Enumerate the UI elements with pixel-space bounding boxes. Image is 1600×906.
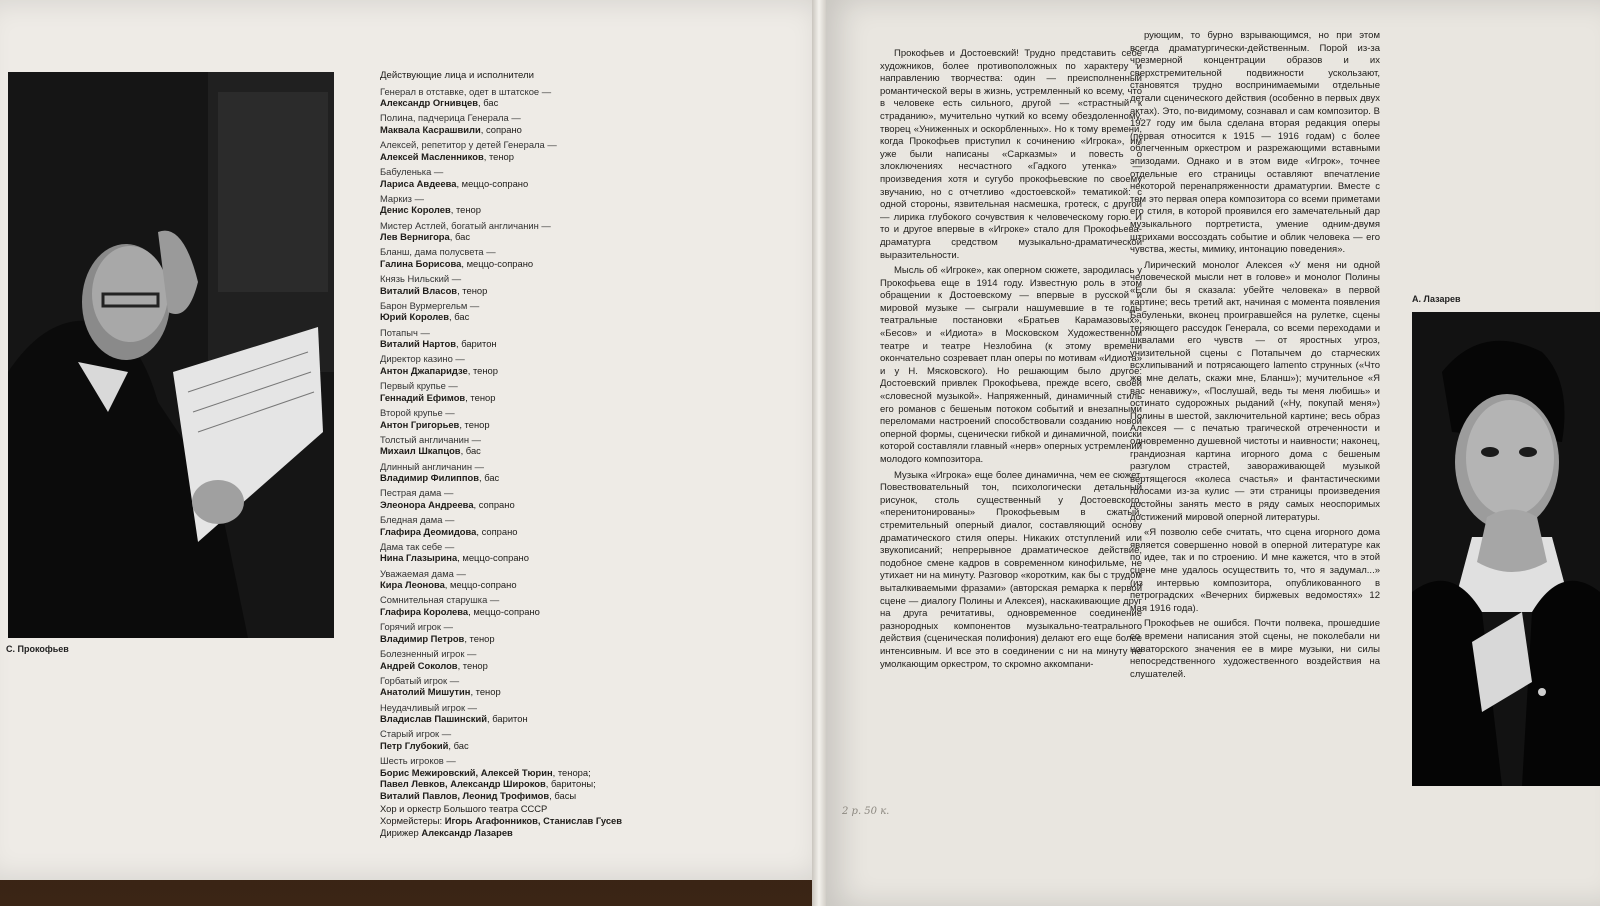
cast-entry xyxy=(380,702,710,725)
essay-paragraph: Прокофьев и Достоевский! Трудно представить себе художников, более противоположных по характеру и направлению творчества: один — преисполненный романтической веры в жизнь, устремленный ко всему, что в человеке есть сильного, другой — «страстный к страданию», мучительно чуткий ко всему обездоленному, творец «Униженных и оскорбленных». Но к тому времени, когда Прокофьев приступил к сочинению «Игрока», им уже были написаны «Сарказмы» и повесть о злоключениях несчастного «Гадкого утенка» — произведения хотя и сугубо прокофьевские по своему звучанию, но с отчетливо «достоевской» тематикой: с одной стороны, язвительная насмешка, гротеск, с другой — лирика глубокого сочувствия к человеческому горю. И то и другое впервые в «Игроке» стало для Прокофьева-драматурга средством музыкально-драматической выразительности. xyxy=(880,48,1142,261)
cast-entry xyxy=(380,728,710,751)
cast-actor: Кира Леонова xyxy=(380,579,445,591)
cast-entry xyxy=(380,380,710,403)
cast-voice: , меццо-сопрано xyxy=(461,257,534,269)
cast-role: Генерал в отставке, одет в штатское — xyxy=(380,85,552,97)
six-players-role: Шесть игроков — xyxy=(380,755,456,767)
cast-actor: Андрей Соколов xyxy=(380,659,458,671)
cast-heading: Действующие лица и исполнители xyxy=(380,70,534,81)
cast-rows xyxy=(380,86,710,752)
cast-voice: , баритон xyxy=(487,713,528,725)
cast-actor: Виталий Нартов xyxy=(380,338,456,350)
cast-role: Мистер Астлей, богатый англичанин — xyxy=(380,219,551,231)
chorus-masters-label: Хормейстеры: xyxy=(380,815,445,826)
cast-actor: Маквала Касрашвили xyxy=(380,123,481,135)
cast-entry xyxy=(380,487,710,510)
chorus-masters: Игорь Агафонников, Станислав Гусев xyxy=(444,815,623,826)
cast-actor: Антон Джапаридзе xyxy=(380,365,468,376)
cast-actor: Глафира Королева xyxy=(380,606,469,618)
cast-role: Бланш, дама полусвета — xyxy=(380,246,496,258)
cast-entry xyxy=(380,353,710,376)
cast-role: Болезненный игрок — xyxy=(380,648,477,659)
cast-role: Пестрая дама — xyxy=(380,487,454,499)
cast-entry xyxy=(380,514,710,537)
cast-role: Второй крупье — xyxy=(380,406,455,418)
cast-entry xyxy=(380,220,710,243)
cast-entry xyxy=(380,461,710,484)
cast-role: Потапыч — xyxy=(380,326,430,338)
cast-role: Горбатый игрок — xyxy=(380,674,460,686)
essay-paragraph: рующим, то бурно взрывающимся, но при этом всегда драматургически-действенным. Порой из-за чрезмерной концентрации образов и их сверхстремительной подвижности ускользают, становятся трудно воспринимаемыми отдельные детали сценического действия (особенно в первых двух актах). Это, по-видимому, сознавал и сам композитор. В 1927 году им была сделана вторая редакция оперы (первая относится к 1915 — 1916 годам) с более облегченным оркестром и разрежающими вставными эпизодами. Однако и в этом виде «Игрок», точнее отдельные его страницы оставляют впечатление некоторой перенапряженности драматургии. Вместе с тем это первая опера композитора со всеми приметами его стиля, в которой проявился его замечательный дар музыкального портретиста, умение одним-двумя штрихами воссоздать событие и облик человека — его чувства, жесты, мимику, интонацию поведения». xyxy=(1130,30,1380,256)
page-gutter xyxy=(812,0,826,906)
cast-actor: Антон Григорьев xyxy=(380,418,460,430)
cast-entry xyxy=(380,166,710,189)
cast-actor: Владимир Петров xyxy=(380,632,465,644)
cast-entry xyxy=(380,246,710,269)
six-players-voice-3: , басы xyxy=(549,789,577,801)
cast-actor: Алексей Масленников xyxy=(380,150,484,162)
six-players-actors-3: Виталий Павлов, Леонид Трофимов xyxy=(380,789,550,801)
cast-list xyxy=(380,70,710,802)
cast-voice: , бас xyxy=(449,311,470,323)
performance-credits xyxy=(380,803,710,839)
cast-actor: Геннадий Ефимов xyxy=(380,391,466,403)
cast-role: Первый крупье — xyxy=(380,380,458,392)
cast-voice: , тенор xyxy=(459,418,490,430)
cast-actor: Виталий Власов xyxy=(380,284,458,296)
cast-voice: , бас xyxy=(448,739,469,751)
cast-role: Длинный англичанин — xyxy=(380,460,484,472)
cast-role: Уважаемая дама — xyxy=(380,567,466,579)
cast-voice: , сопрано xyxy=(473,498,515,510)
cast-actor: Анатолий Мишутин xyxy=(380,686,471,698)
cast-role: Маркиз — xyxy=(380,192,424,204)
cast-entry xyxy=(380,621,710,644)
cast-actor: Элеонора Андреева xyxy=(380,498,474,510)
cast-actor: Глафира Деомидова xyxy=(380,525,477,537)
cast-role: Горячий игрок — xyxy=(380,621,453,633)
cast-entry xyxy=(380,675,710,698)
cast-role: Барон Вурмергельм — xyxy=(380,299,480,311)
lazarev-caption: А. Лазарев xyxy=(1412,294,1461,304)
cast-actor: Александр Огнивцев xyxy=(380,97,478,109)
cast-entry xyxy=(380,86,710,109)
cast-entry xyxy=(380,193,710,216)
cast-role: Толстый англичанин — xyxy=(380,433,482,445)
cast-actor: Галина Борисова xyxy=(380,257,462,269)
cast-actor: Лариса Авдеева xyxy=(380,177,457,189)
cast-voice: , меццо-сопрано xyxy=(468,606,540,618)
cast-role: Полина, падчерица Генерала — xyxy=(380,112,521,124)
cast-entry xyxy=(380,273,710,296)
cast-role: Бледная дама — xyxy=(380,514,455,526)
cast-role: Старый игрок — xyxy=(380,728,452,740)
essay-column-2 xyxy=(1130,30,1380,790)
cast-role: Бабуленька — xyxy=(380,165,444,177)
conductor: Александр Лазарев xyxy=(421,827,513,838)
cast-voice: , меццо-сопрано xyxy=(456,177,529,189)
cast-actor: Михаил Шкапцов xyxy=(380,445,461,457)
six-players xyxy=(380,755,710,801)
cast-entry xyxy=(380,327,710,350)
cast-actor: Петр Глубокий xyxy=(380,739,449,751)
essay-paragraph: Музыка «Игрока» еще более динамична, чем ее сюжет. Повествовательный тон, психологически детальный рисунок, столь существенный у Достоевского, «перенитонированы» Прокофьевым в сжатый, стремительный оперный диалог, составляющий основу драматического стиля оперы. Никаких отступлений или звукописаний; непрерывное драматическое действие, подобное смене кадров в современном кинофильме, не утихает ни на минуту. Разговор «коротким, как бы с трудом выталкиваемыми фразами» (авторская ремарка к первой сцене — диалогу Полины и Алексея), наскакивающие друг на друга речитативы, одновременное соединение разнородных компонентов музыкально-театрального действия (сценическая полифония) делают его еще более интенсивным. И все это в соединении с ни на минуту не умолкающим оркестром, то скромно аккомпани- xyxy=(880,469,1142,670)
six-players-actors-2: Павел Левков, Александр Широков xyxy=(380,778,546,790)
chorus-orchestra: Хор и оркестр Большого театра СССР xyxy=(380,803,548,814)
cast-voice: , баритон xyxy=(455,338,497,350)
cast-actor: Владислав Пашинский xyxy=(380,713,488,725)
essay-paragraph: Прокофьев не ошибся. Почти полвека, прошедшие со времени написания этой сцены, не поколебали ни новаторского значения ее в мире музыки, ни силы непосредственного художественного воздействия на слушателей. xyxy=(1130,618,1380,680)
cast-entry xyxy=(380,139,710,162)
cast-voice: , сопрано xyxy=(480,123,522,135)
essay-column-1 xyxy=(880,48,1142,820)
cast-entry xyxy=(380,594,710,617)
cast-voice: , тенор xyxy=(457,284,488,296)
cast-entry xyxy=(380,648,710,671)
prokofiev-caption: С. Прокофьев xyxy=(6,644,69,654)
cast-voice: , сопрано xyxy=(476,525,518,537)
cast-role: Директор казино — xyxy=(380,353,465,365)
cast-role: Неудачливый игрок — xyxy=(380,701,478,713)
cast-voice: , тенор xyxy=(464,632,495,644)
cast-role: Князь Нильский — xyxy=(380,273,462,285)
cast-voice: , тенор xyxy=(457,659,488,671)
essay-paragraph: Мысль об «Игроке», как оперном сюжете, зародилась у Прокофьева еще в 1914 году. Известную роль в этом обращении к Достоевскому — впервые в русской и мировой музыке — сыграли нашумевшие в те годы театральные постановки «Братьев Карамазовых», «Бесов» и «Идиота» в Московском Художественном театре и театре Незлобина (к этому времени окончательно созревает план оперы по мотивам «Идиота» и у Н. Мясковского). Но решающим было другое: Достоевский привлек Прокофьева, прежде всего, своей «словесной музыкой». Напряженный, динамичный стиль его романов с бешеным потоком событий и внезапными переломами настроений способствовали созданию новой оперной формы, сценически гибкой и динамичной, поиски которой составляли главный «нерв» оперных устремлений молодого композитора. xyxy=(880,265,1143,465)
cast-voice: , тенор xyxy=(470,686,501,698)
cast-role: Алексей, репетитор у детей Генерала — xyxy=(380,139,557,151)
conductor-label: Дирижер xyxy=(380,827,422,838)
cast-entry xyxy=(380,112,710,135)
prokofiev-silhouette xyxy=(8,72,334,638)
lazarev-silhouette xyxy=(1412,312,1600,786)
prokofiev-photo xyxy=(8,72,334,638)
cast-entry xyxy=(380,434,710,457)
cast-voice: , бас xyxy=(460,445,481,457)
pencil-price-mark: 2 р. 50 к. xyxy=(842,806,890,817)
cast-role: Сомнительная старушка — xyxy=(380,594,500,606)
cast-voice: , меццо-сопрано xyxy=(444,579,517,591)
essay-paragraph: Лирический монолог Алексея «У меня ни одной человеческой мысли нет в голове» и монолог Полины «Если бы я сказала: убейте человека» в первой картине; весь третий акт, начиная с момента появления Бабуленьки, вконец проигравшейся на рулетке, сцены теряющего рассудок Генерала, со всеми переходами и шквалами его чувств — от яростных угроз, унизительной сцены с Потапычем до старческих всхлипываний и потрясающего lamento струнных («Что же мне делать, скажи мне, Бланш»); мучительное «Я вас ненавижу», «Послушай, ведь ты меня любишь» и остинато судорожных рыданий («Ну, покупай меня») Полины в шестой, заключительной картине; весь образ Алексея — с печатью трагической отреченности и одновременно душевной чистоты и наивности; наконец, грандиозная картина игорного дома с бешеным разгулом страстей, завораживающей музыкой вертящегося «колеса счастья» и фантастическими голосами из-за кулис — эти страницы произведения достойны занять место в ряду самых неоспоримых достижений мировой оперной литературы. xyxy=(1130,259,1380,523)
cast-voice: , тенор xyxy=(483,150,514,162)
six-players-voice-1: , тенора; xyxy=(552,766,591,778)
cast-voice: , бас xyxy=(478,472,500,484)
cast-voice: , тенор xyxy=(467,365,498,376)
six-players-voice-2: , баритоны; xyxy=(545,778,596,790)
cast-entry xyxy=(380,568,710,591)
cast-actor: Лев Вернигора xyxy=(380,231,450,243)
cast-actor: Владимир Филиппов xyxy=(380,472,479,484)
cast-role: Дама так себе — xyxy=(380,540,455,552)
cast-voice: , меццо-сопрано xyxy=(457,552,529,564)
cast-actor: Нина Глазырина xyxy=(380,552,458,564)
cast-entry xyxy=(380,300,710,323)
lazarev-photo xyxy=(1412,312,1600,786)
cast-voice: , тенор xyxy=(450,204,481,216)
six-players-actors-1: Борис Межировский, Алексей Тюрин xyxy=(380,766,553,778)
cast-actor: Денис Королев xyxy=(380,204,451,216)
essay-paragraph: «Я позволю себе считать, что сцена игорного дома является совершенно новой в оперной литературе как по идее, так и по строению. И мне кажется, что в этой сцене мне удалось осуществить то, что я задумал...» (из интервью композитора, опубликованного в петроградских «Вечерних биржевых ведомостях» 12 мая 1916 года). xyxy=(1130,527,1380,614)
cast-voice: , бас xyxy=(449,231,471,243)
cast-voice: , тенор xyxy=(465,391,496,403)
cast-entry xyxy=(380,541,710,564)
cast-entry xyxy=(380,407,710,430)
cast-actor: Юрий Королев xyxy=(380,311,450,323)
cast-voice: , бас xyxy=(478,97,499,109)
